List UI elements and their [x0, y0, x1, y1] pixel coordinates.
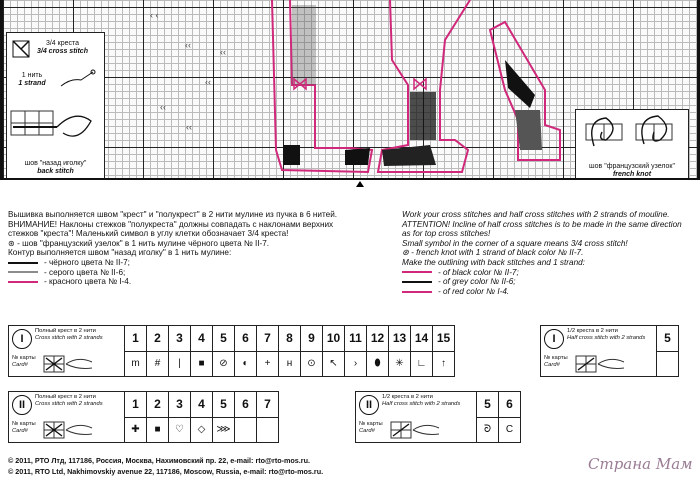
instr-ru-line-2: ВНИМАНИЕ! Наклоны стежков "полукреста" должны совпадать с наклонами верхних — [8, 219, 334, 229]
card-1-half-info — [541, 326, 657, 377]
table1-title-ru: Полный крест в 2 нити — [35, 328, 96, 334]
color-number: 12 — [367, 326, 389, 352]
color-number: 10 — [323, 326, 345, 352]
stitch-symbol: ∟ — [411, 351, 433, 377]
stitch-symbol: + — [257, 351, 279, 377]
stitch-symbol: ■ — [147, 417, 169, 443]
stitch-symbol: ⊘ — [213, 351, 235, 377]
color-number: 1 — [125, 392, 147, 418]
color-number: 6 — [235, 392, 257, 418]
color-number: 9 — [301, 326, 323, 352]
color-number: 1 — [125, 326, 147, 352]
instr-ru-line-3: стежков "креста"! Маленький символ в углу клетки обозначает 3/4 креста! — [8, 229, 289, 239]
card-2-cross-info — [9, 392, 125, 443]
instr-en-line-6: Make the outlining with back stitches and 1 strand: — [402, 257, 585, 267]
stitch-symbol: m — [125, 351, 147, 377]
svg-text:‹ ‹: ‹ ‹ — [150, 10, 159, 20]
needle-thread-icon — [57, 66, 97, 94]
color-key-card-1-cross — [8, 325, 455, 377]
backstitch-ru: шов "назад иголку" — [24, 160, 87, 167]
french-knot-diagram-icon — [576, 110, 686, 158]
instr-ru-line-4-text: - шов "французский узелок" в 1 нить мулине чёрного цвета № II-7. — [17, 238, 270, 248]
three-quarter-ru: 3/4 креста — [45, 40, 79, 47]
french-knot-en: french knot — [612, 171, 652, 178]
svg-text:‹‹: ‹‹ — [220, 47, 226, 57]
three-quarter-legend — [7, 33, 104, 63]
color-number: 7 — [257, 326, 279, 352]
table2-title-en: Half cross stitch with 2 strands — [567, 335, 646, 341]
card-label-en: Card# — [12, 428, 28, 434]
instr-ru-line-5: Контур выполняется швом "назад иголку" в 1 нить мулине: — [8, 248, 232, 258]
backstitch-grey-en-text: - of grey color № II-6; — [438, 277, 516, 287]
table4-title-ru: 1/2 креста в 2 нити — [382, 394, 433, 400]
stitch-symbol: ↑ — [433, 351, 455, 377]
color-number: 11 — [345, 326, 367, 352]
color-number: 15 — [433, 326, 455, 352]
table1-title-en: Cross stitch with 2 strands — [35, 335, 103, 341]
one-strand-ru: 1 нить — [21, 72, 43, 79]
french-knot-icon: ⊛ — [402, 248, 412, 258]
one-strand-en: 1 strand — [18, 80, 46, 87]
card-2-half-info — [356, 392, 477, 443]
watermark: Страна Мам — [588, 455, 693, 473]
instr-en-line-5-text: - french knot with 1 strand of black color № II-7. — [411, 248, 584, 258]
stitch-legend-right — [575, 109, 689, 180]
grey-line-icon — [8, 271, 38, 273]
color-number: 6 — [235, 326, 257, 352]
color-number: 8 — [279, 326, 301, 352]
instr-en-line-2: ATTENTION! Incline of half cross stitches is to be made in the same direction — [402, 219, 682, 229]
stitch-symbol: ⬮ — [367, 351, 389, 377]
stitch-symbol: н — [279, 351, 301, 377]
backstitch-red-ru — [8, 277, 408, 287]
backstitch-black-en-text: - of black color № II-7; — [438, 267, 519, 277]
color-key-card-1-half — [540, 325, 679, 377]
stitch-symbol: C — [499, 417, 521, 443]
floss-diagram-icon — [42, 352, 97, 376]
grey-line-icon — [402, 281, 432, 283]
instr-en-line-1: Work your cross stitches and half cross stitches with 2 strands of mouline. — [402, 210, 670, 219]
backstitch-en: back stitch — [37, 168, 74, 175]
card-label-ru: № карты — [544, 355, 568, 361]
card-label-ru: № карты — [12, 355, 36, 361]
color-number: 3 — [169, 392, 191, 418]
backstitch-black-ru-text: - чёрного цвета № II-7; — [44, 257, 130, 267]
instructions-russian — [8, 210, 408, 287]
stitch-symbol — [257, 417, 279, 443]
card-label-en: Card# — [359, 428, 375, 434]
table2-title-ru: 1/2 креста в 2 нити — [567, 328, 618, 334]
backstitch-red-en — [402, 287, 698, 297]
stitch-symbol: ✚ — [125, 417, 147, 443]
floss-diagram-icon — [42, 418, 97, 442]
stitch-symbol: ⊙ — [301, 351, 323, 377]
stitch-symbol: › — [345, 351, 367, 377]
black-line-icon — [402, 271, 432, 273]
color-number: 6 — [499, 392, 521, 418]
color-number: 4 — [191, 392, 213, 418]
color-number: 4 — [191, 326, 213, 352]
stitch-legend-left — [6, 32, 105, 180]
color-key-card-2-half — [355, 391, 521, 443]
backstitch-black-ru — [8, 258, 408, 268]
stitch-symbol: ↖ — [323, 351, 345, 377]
backstitch-black-en — [402, 268, 698, 278]
instr-en-line-5 — [402, 248, 698, 258]
three-quarter-cross-icon — [7, 37, 37, 59]
card-label-en: Card# — [544, 362, 560, 368]
card-number-badge: I — [12, 329, 32, 349]
color-number: 2 — [147, 392, 169, 418]
color-number: 5 — [213, 326, 235, 352]
color-number: 5 — [213, 392, 235, 418]
floss-diagram-icon — [574, 352, 629, 376]
stitch-symbol: ᘐ — [477, 417, 499, 443]
table3-title-ru: Полный крест в 2 нити — [35, 394, 96, 400]
card-number-badge: II — [359, 395, 379, 415]
svg-text:‹‹: ‹‹ — [186, 122, 192, 132]
pattern-chart — [0, 0, 700, 180]
backstitch-grey-ru — [8, 268, 408, 278]
instructions-english — [402, 210, 698, 296]
instr-en-line-3: as for top cross stitches! — [402, 229, 491, 239]
color-number: 14 — [411, 326, 433, 352]
stitch-symbol — [235, 417, 257, 443]
color-number: 5 — [477, 392, 499, 418]
svg-text:‹‹: ‹‹ — [160, 102, 166, 112]
chart-border-left — [0, 0, 3, 180]
card-number-badge: II — [12, 395, 32, 415]
stitch-symbol: ♡ — [169, 417, 191, 443]
stitch-symbol: ✳ — [389, 351, 411, 377]
french-knot-ru: шов "французский узелок" — [589, 163, 675, 170]
red-line-icon — [8, 281, 38, 283]
card-label-ru: № карты — [359, 421, 383, 427]
stitch-symbol — [657, 351, 679, 377]
table4-title-en: Half cross stitch with 2 strands — [382, 401, 461, 407]
footer-copyright-en: © 2011, RTO Ltd, Nakhimovskiy avenue 22, 117186, Moscow, Russia, e-mail: rto@rto-mos.ru. — [8, 467, 324, 476]
card-1-cross-info — [9, 326, 125, 377]
footer-copyright-ru: © 2011, РТО Лтд, 117186, Россия, Москва, Нахимовский пр. 22, e-mail: rto@rto-mos.ru. — [8, 456, 310, 465]
card-label-ru: № карты — [12, 421, 36, 427]
three-quarter-en: 3/4 cross stitch — [37, 48, 88, 55]
color-number: 2 — [147, 326, 169, 352]
table3-title-en: Cross stitch with 2 strands — [35, 401, 103, 407]
center-marker-icon — [356, 181, 364, 187]
one-strand-legend — [7, 63, 104, 97]
backstitch-diagram-icon — [7, 103, 102, 155]
stitch-symbol: # — [147, 351, 169, 377]
color-number: 3 — [169, 326, 191, 352]
card-number-badge: I — [544, 329, 564, 349]
backstitch-grey-en — [402, 277, 698, 287]
instr-en-line-4: Small symbol in the corner of a square means 3/4 cross stitch! — [402, 238, 628, 248]
stitch-symbol: | — [169, 351, 191, 377]
stitch-symbol: ◐ — [235, 351, 257, 377]
chart-border-bottom — [0, 178, 700, 180]
stitch-symbol: ◇ — [191, 417, 213, 443]
red-line-icon — [402, 291, 432, 293]
svg-text:‹‹: ‹‹ — [205, 77, 211, 87]
stitch-symbol: ⋙ — [213, 417, 235, 443]
stitch-symbol: ■ — [191, 351, 213, 377]
backstitch-red-ru-text: - красного цвета № I-4. — [44, 277, 132, 287]
instr-ru-line-1: Вышивка выполняется швом "крест" и "полукрест" в 2 нити мулине из пучка в 6 нитей. — [8, 210, 338, 219]
color-key-card-2-cross — [8, 391, 279, 443]
backstitch-grey-ru-text: - серого цвета № II-6; — [44, 267, 126, 277]
color-number: 5 — [657, 326, 679, 352]
backstitch-red-en-text: - of red color № I-4. — [438, 286, 510, 296]
svg-text:‹‹: ‹‹ — [185, 40, 191, 50]
color-number: 7 — [257, 392, 279, 418]
color-number: 13 — [389, 326, 411, 352]
instr-ru-line-4 — [8, 239, 408, 249]
black-line-icon — [8, 262, 38, 264]
french-knot-icon: ⊛ — [8, 238, 18, 248]
floss-diagram-icon — [389, 418, 444, 442]
card-label-en: Card# — [12, 362, 28, 368]
